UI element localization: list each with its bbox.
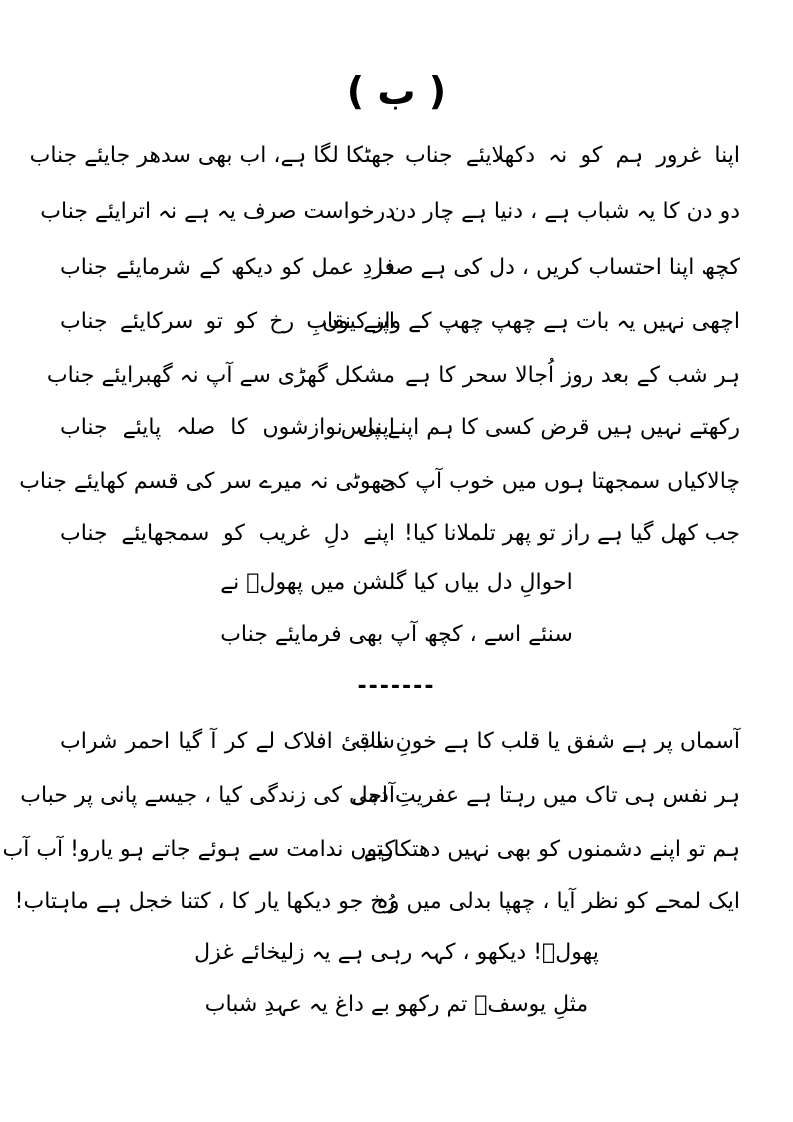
misra-second: درخواست صرف یہ ہے نہ اترایئے جناب xyxy=(40,199,395,224)
couplet xyxy=(20,770,740,822)
misra-second: اپنے نقابِ رخ کو تو سرکایئے جناب xyxy=(60,309,395,334)
couplet xyxy=(14,876,740,928)
misra-second: جھٹکا لگا ہے، اب بھی سدھر جایئے جناب xyxy=(29,143,395,168)
couplet xyxy=(46,350,740,402)
misra-first: اپنا غرور ہم کو نہ دکھلایئے جناب xyxy=(405,143,740,168)
misra-first: ایک لمحے کو نظر آیا ، چھپا بدلی میں وہ xyxy=(375,889,740,914)
section-heading: ( ب ) xyxy=(346,69,447,113)
maqta-line-2: مثلِ یوسفؑ تم رکھو بے داغ یہ عہدِ شباب xyxy=(204,992,589,1017)
misra-second: کیوں ندامت سے ہوئے جاتے ہو یارو! آب آب xyxy=(2,837,395,862)
maqta-line-1: احوالِ دل بیاں کیا گلشن میں پھولؔ نے xyxy=(220,570,573,595)
couplet xyxy=(19,456,740,508)
couplet xyxy=(29,130,740,182)
couplet xyxy=(60,402,740,454)
misra-second: جھوٹی نہ میرے سر کی قسم کھایئے جناب xyxy=(19,469,395,494)
section-separator: ------- xyxy=(357,674,436,699)
couplet xyxy=(2,824,740,876)
misra-second: ساقیٔ افلاک لے کر آ گیا احمر شراب xyxy=(60,729,395,754)
couplet xyxy=(60,508,740,560)
misra-first: ہر نفس ہی تاک میں رہتا ہے عفریتِ اجل xyxy=(351,783,740,808)
misra-second: رُخ جو دیکھا یار کا ، کتنا خجل ہے ماہتاب! xyxy=(14,889,395,914)
misra-second: آدمی کی زندگی کیا ، جیسے پانی پر حباب xyxy=(20,783,395,808)
misra-first: اچھی نہیں یہ بات ہے چھپ چھپ کے وار کیوں xyxy=(322,309,740,334)
couplet xyxy=(60,296,740,348)
maqta-line-1: پھولؔ! دیکھو ، کہہ رہی ہے یہ زلیخائے غزل xyxy=(194,940,599,965)
misra-second: مشکل گھڑی سے آپ نہ گھبرایئے جناب xyxy=(46,363,395,388)
maqta-line-2: سنئے اسے ، کچھ آپ بھی فرمایئے جناب xyxy=(220,622,573,647)
misra-second: اپنے دلِ غریب کو سمجھایئے جناب xyxy=(60,521,395,546)
misra-second: فردِ عمل کو دیکھ کے شرمایئے جناب xyxy=(60,255,395,280)
misra-first: دو دن کا یہ شباب ہے ، دنیا ہے چار دن xyxy=(390,199,740,224)
misra-second: اپنی نوازشوں کا صلہ پایئے جناب xyxy=(60,415,395,440)
misra-first: رکھتے نہیں ہیں قرض کسی کا ہم اپنے پاس xyxy=(340,415,740,440)
misra-first: کچھ اپنا احتساب کریں ، دل کی ہے صدا xyxy=(377,255,740,280)
misra-first: جب کھل گیا ہے راز تو پھر تلملانا کیا! xyxy=(404,521,740,546)
misra-first: آسماں پر ہے شفق یا قلب کا ہے خونِ ناب xyxy=(355,729,740,754)
couplet xyxy=(60,242,740,294)
couplet xyxy=(40,186,740,238)
couplet xyxy=(60,716,740,768)
misra-first: ہر شب کے بعد روز اُجالا سحر کا ہے xyxy=(405,363,740,388)
misra-first: ہم تو اپنے دشمنوں کو بھی نہیں دھتکارتے xyxy=(363,837,740,862)
misra-first: چالاکیاں سمجھتا ہوں میں خوب آپ کی xyxy=(379,469,740,494)
